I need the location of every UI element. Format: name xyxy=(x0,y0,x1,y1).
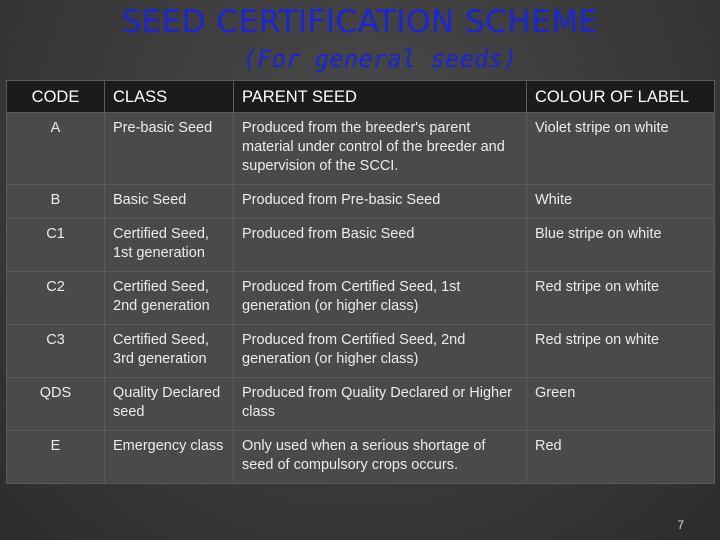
cell-label-colour: Red stripe on white xyxy=(527,325,715,378)
cell-parent-seed: Only used when a serious shortage of seed of compulsory crops occurs. xyxy=(234,431,527,484)
header-parent-seed: PARENT SEED xyxy=(234,81,527,113)
cell-parent-seed: Produced from the breeder's parent material under control of the breeder and supervision of the SCCI. xyxy=(234,113,527,185)
cell-parent-seed: Produced from Certified Seed, 1st generation (or higher class) xyxy=(234,272,527,325)
cell-class: Pre-basic Seed xyxy=(105,113,234,185)
cell-label-colour: Green xyxy=(527,378,715,431)
cell-code: A xyxy=(7,113,105,185)
cell-label-colour: Blue stripe on white xyxy=(527,219,715,272)
cell-class: Certified Seed, 3rd generation xyxy=(105,325,234,378)
slide-subtitle: (For general seeds) xyxy=(242,45,518,73)
cell-parent-seed: Produced from Quality Declared or Higher class xyxy=(234,378,527,431)
cell-code: C3 xyxy=(7,325,105,378)
certification-table xyxy=(6,80,715,484)
cell-parent-seed: Produced from Pre-basic Seed xyxy=(234,185,527,219)
table-row xyxy=(7,431,715,484)
slide-title: SEED CERTIFICATION SCHEME xyxy=(121,4,599,40)
cell-parent-seed: Produced from Basic Seed xyxy=(234,219,527,272)
cell-label-colour: Red xyxy=(527,431,715,484)
cell-label-colour: Red stripe on white xyxy=(527,272,715,325)
cell-class: Basic Seed xyxy=(105,185,234,219)
cell-class: Certified Seed, 2nd generation xyxy=(105,272,234,325)
cell-code: C1 xyxy=(7,219,105,272)
cell-label-colour: Violet stripe on white xyxy=(527,113,715,185)
table-row xyxy=(7,185,715,219)
table-row xyxy=(7,378,715,431)
table-row xyxy=(7,325,715,378)
cell-code: B xyxy=(7,185,105,219)
table-row xyxy=(7,272,715,325)
header-code: CODE xyxy=(7,81,105,113)
cell-class: Emergency class xyxy=(105,431,234,484)
cell-class: Quality Declared seed xyxy=(105,378,234,431)
cell-code: C2 xyxy=(7,272,105,325)
table-row xyxy=(7,113,715,185)
cell-code: E xyxy=(7,431,105,484)
cell-code: QDS xyxy=(7,378,105,431)
cell-label-colour: White xyxy=(527,185,715,219)
table-header-row xyxy=(7,81,715,113)
header-colour-of-label: COLOUR OF LABEL xyxy=(527,81,715,113)
cell-parent-seed: Produced from Certified Seed, 2nd generation (or higher class) xyxy=(234,325,527,378)
table-row xyxy=(7,219,715,272)
page-number: 7 xyxy=(677,518,684,532)
header-class: CLASS xyxy=(105,81,234,113)
cell-class: Certified Seed, 1st generation xyxy=(105,219,234,272)
